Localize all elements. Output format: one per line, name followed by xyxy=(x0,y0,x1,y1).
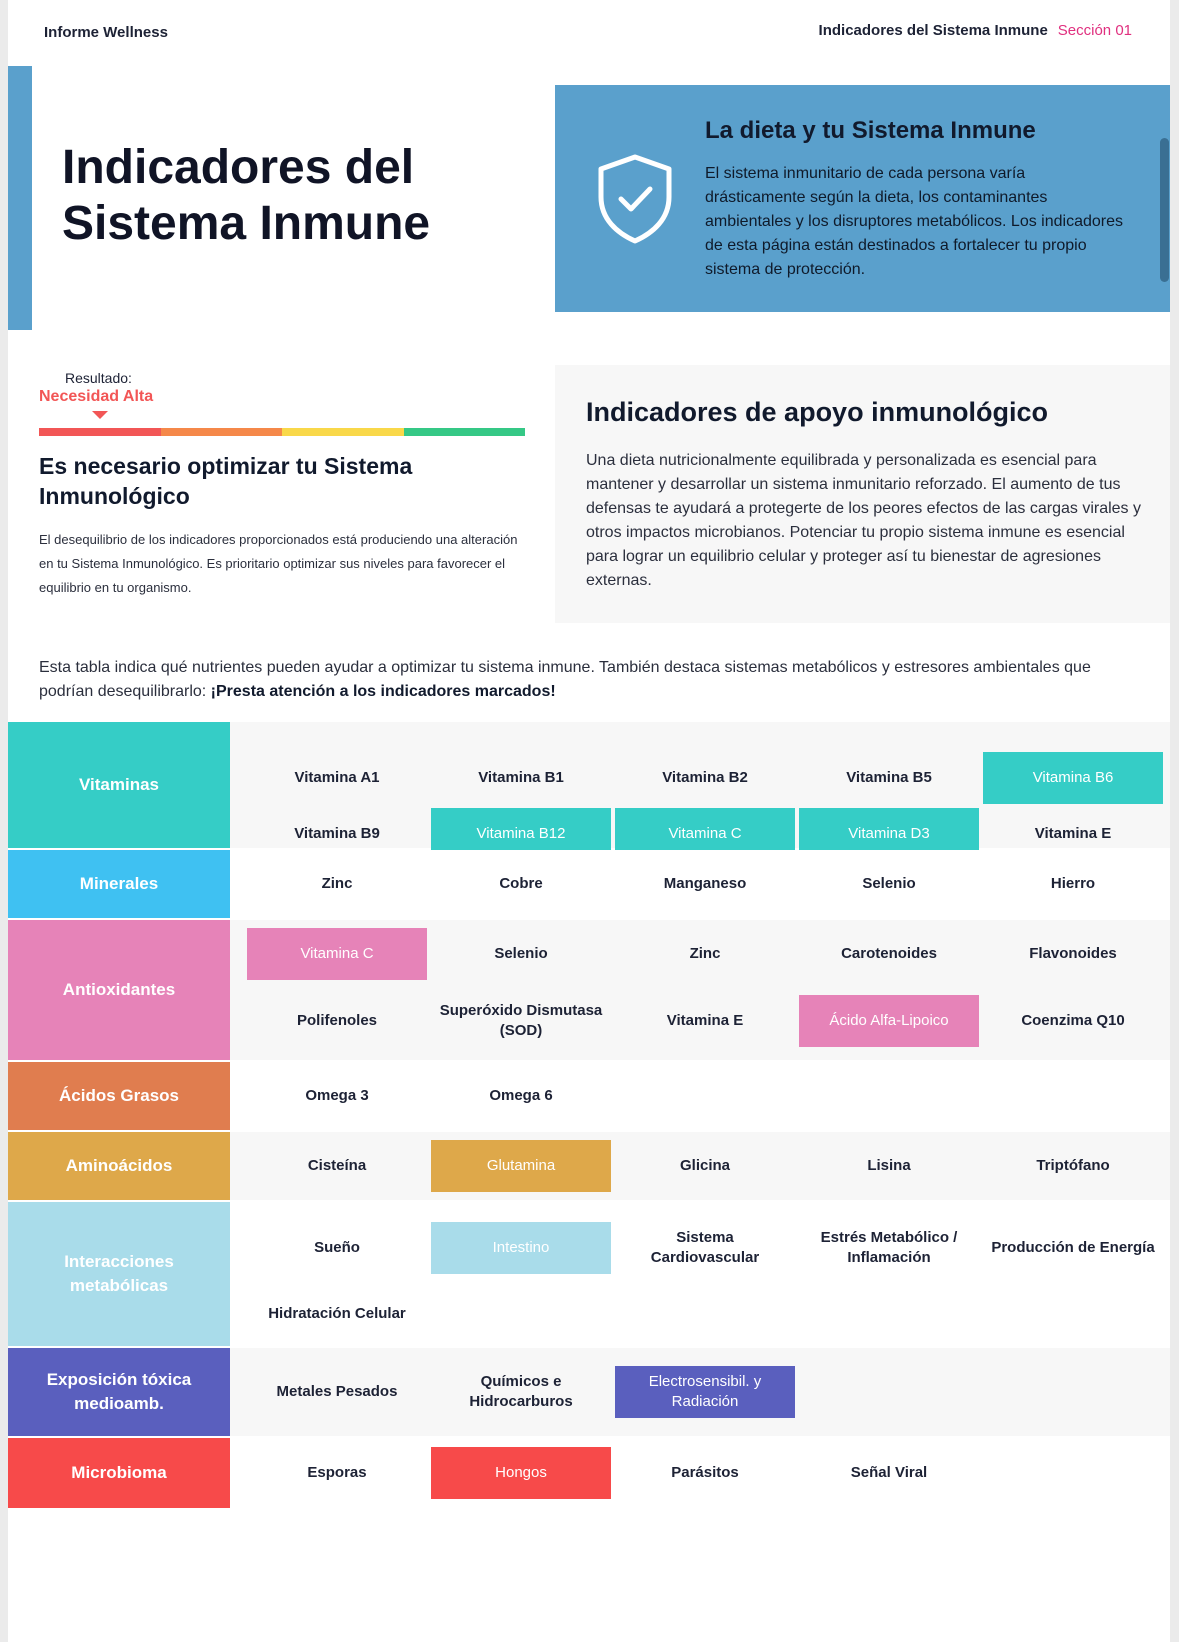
indicator: Zinc xyxy=(689,945,721,962)
indicator: Manganeso xyxy=(663,875,747,892)
highlighted-indicator: Vitamina C xyxy=(247,928,427,980)
table-intro-text: Esta tabla indica qué nutrientes pueden ayudar a optimizar tu sistema inmune. También destaca sistemas metabólicos y estresores ambientales que podrían desequilibrarlo: xyxy=(39,659,1091,700)
indicator: Producción de Energía xyxy=(991,1239,1155,1256)
indicator: Vitamina B9 xyxy=(294,825,380,842)
highlighted-indicator: Electrosensibil. y Radiación xyxy=(615,1366,795,1418)
indicator: Triptófano xyxy=(1036,1157,1110,1174)
page-title: Indicadores del Sistema Inmune xyxy=(62,141,431,250)
result-scale-bar xyxy=(39,428,525,436)
highlighted-indicator: Vitamina C xyxy=(615,808,795,860)
indicator: Selenio xyxy=(494,945,548,962)
diet-box-title: La dieta y tu Sistema Inmune xyxy=(705,117,1036,144)
scale-segment xyxy=(282,428,404,436)
table-row xyxy=(8,1438,1170,1508)
table-intro-emphasis: ¡Presta atención a los indicadores marcados! xyxy=(210,683,556,700)
category-label: Vitaminas xyxy=(8,722,230,848)
table-row xyxy=(8,920,1170,1060)
indicator: Vitamina E xyxy=(1034,825,1112,842)
indicator: Coenzima Q10 xyxy=(1021,1012,1125,1029)
need-title: Es necesario optimizar tu Sistema Inmunológico xyxy=(39,453,413,509)
category-label: Microbioma xyxy=(8,1438,230,1508)
category-label: Exposición tóxica medioamb. xyxy=(8,1348,230,1436)
indicator: Vitamina A1 xyxy=(294,769,380,786)
indicator: Hidratación Celular xyxy=(268,1305,406,1322)
indicator: Hierro xyxy=(1050,875,1096,892)
indicator: Cobre xyxy=(499,875,543,892)
report-page xyxy=(8,0,1170,1642)
table-intro xyxy=(39,656,1129,704)
table-row xyxy=(8,1202,1170,1346)
indicator: Superóxido Dismutasa (SOD) xyxy=(439,1002,603,1039)
category-label: Interacciones metabólicas xyxy=(8,1202,230,1346)
indicator: Sueño xyxy=(314,1239,360,1256)
table-row xyxy=(8,1348,1170,1436)
section-number: Sección 01 xyxy=(1057,22,1132,39)
highlighted-indicator: Ácido Alfa-Lipoico xyxy=(799,995,979,1047)
indicator: Vitamina B2 xyxy=(662,769,748,786)
table-row xyxy=(8,1062,1170,1130)
result-value: Necesidad Alta xyxy=(39,388,154,405)
support-text: Una dieta nutricionalmente equilibrada y personalizada es esencial para mantener y desarrollar un sistema inmunitario reforzado. El aumento de tus defensas te ayudará a protegerte de los peores efectos de las cargas virales y otros impactos microbianos. Potenciar tu propio sistema inmune es esencial para lograr un equilibrio celular y proteger así tu bienestar de agresiones externas. xyxy=(586,452,1141,589)
category-label: Ácidos Grasos xyxy=(8,1062,230,1130)
indicator: Omega 6 xyxy=(489,1087,553,1104)
indicator: Polifenoles xyxy=(296,1012,378,1029)
indicator: Señal Viral xyxy=(850,1464,928,1481)
need-text: El desequilibrio de los indicadores proporcionados está produciendo una alteración en tu Sistema Inmunológico. Es prioritario optimizar sus niveles para favorecer el equilibrio en tu organismo. xyxy=(39,532,518,595)
indicator: Parásitos xyxy=(671,1464,739,1481)
indicator: Lisina xyxy=(867,1157,911,1174)
indicator: Carotenoides xyxy=(841,945,937,962)
highlighted-indicator: Hongos xyxy=(431,1447,611,1499)
indicator: Zinc xyxy=(321,875,353,892)
indicator: Vitamina E xyxy=(666,1012,744,1029)
indicator: Sistema Cardiovascular xyxy=(650,1229,760,1266)
indicator: Químicos e Hidrocarburos xyxy=(469,1373,573,1410)
report-name: Informe Wellness xyxy=(44,24,168,41)
table-row xyxy=(8,722,1170,848)
scale-segment xyxy=(404,428,526,436)
diet-box-text: El sistema inmunitario de cada persona varía drásticamente según la dieta, los contaminantes ambientales y los disruptores metabólicos. Los indicadores de esta página están destinados a fortalecer tu propio sistema de protección. xyxy=(705,165,1123,278)
indicator: Metales Pesados xyxy=(276,1383,398,1400)
table-row xyxy=(8,850,1170,918)
hero-accent-bar xyxy=(8,66,32,330)
result-label: Resultado: xyxy=(65,370,132,386)
scale-segment xyxy=(39,428,161,436)
category-label: Antioxidantes xyxy=(8,920,230,1060)
highlighted-indicator: Glutamina xyxy=(431,1140,611,1192)
result-indicator-arrow xyxy=(92,411,108,419)
indicator: Omega 3 xyxy=(305,1087,369,1104)
highlighted-indicator: Vitamina D3 xyxy=(799,808,979,860)
category-label: Minerales xyxy=(8,850,230,918)
indicator: Glicina xyxy=(679,1157,731,1174)
highlighted-indicator: Vitamina B12 xyxy=(431,808,611,860)
support-box xyxy=(555,365,1170,623)
indicator: Selenio xyxy=(862,875,916,892)
category-label: Aminoácidos xyxy=(8,1132,230,1200)
diet-info-box xyxy=(555,85,1170,312)
highlighted-indicator: Intestino xyxy=(431,1222,611,1274)
shield-check-icon xyxy=(595,153,675,245)
table-row xyxy=(8,1132,1170,1200)
indicator: Cisteína xyxy=(307,1157,367,1174)
highlighted-indicator: Vitamina B6 xyxy=(983,752,1163,804)
header-page-title: Indicadores del Sistema Inmune xyxy=(818,22,1048,39)
header-right xyxy=(819,22,1132,39)
indicator: Estrés Metabólico / Inflamación xyxy=(820,1229,958,1266)
support-title: Indicadores de apoyo inmunológico xyxy=(586,397,1049,427)
indicator: Vitamina B1 xyxy=(478,769,564,786)
scale-segment xyxy=(161,428,283,436)
indicator: Vitamina B5 xyxy=(846,769,932,786)
indicator: Esporas xyxy=(307,1464,367,1481)
scrollbar-thumb[interactable] xyxy=(1160,138,1169,282)
indicator: Flavonoides xyxy=(1029,945,1117,962)
